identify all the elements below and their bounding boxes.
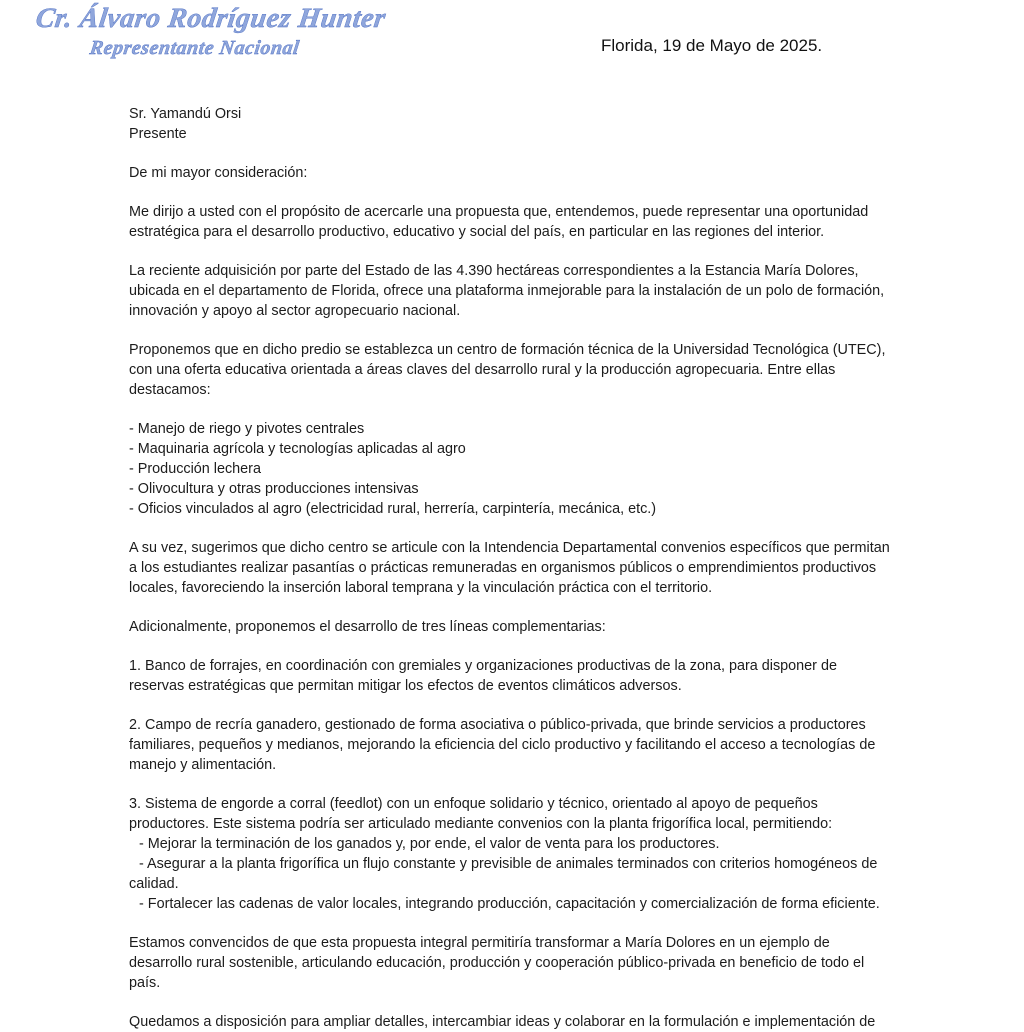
text-line: ubicada en el departamento de Florida, ofrece una plataforma inmejorable para la instalación de un polo de formación,	[129, 283, 885, 299]
list-item: - Oficios vinculados al agro (electricidad rural, herrería, carpintería, mecánica, etc.)	[129, 501, 657, 517]
proposal-item-1	[129, 656, 899, 696]
salutation: De mi mayor consideración:	[129, 165, 308, 181]
list-item: - Asegurar a la planta frigorífica un flujo constante y previsible de animales terminados con criterios homogéneos de	[139, 856, 878, 872]
paragraph-utec	[129, 340, 899, 400]
list-item: - Producción lechera	[129, 461, 261, 477]
text-line: locales, favoreciendo la inserción laboral temprana y la vinculación práctica con el territorio.	[129, 580, 713, 596]
letterhead	[33, 2, 388, 60]
list-item: - Manejo de riego y pivotes centrales	[129, 421, 365, 437]
letterhead-name: Cr. Álvaro Rodríguez Hunter	[33, 3, 388, 34]
text-line: estratégica para el desarrollo productivo, educativo y social del país, en particular en las regiones del interior.	[129, 224, 825, 240]
paragraph-acquisition	[129, 261, 899, 321]
recipient-name: Sr. Yamandú Orsi	[129, 106, 242, 122]
text-line: 3. Sistema de engorde a corral (feedlot) con un enfoque solidario y técnico, orientado al apoyo de pequeños	[129, 796, 818, 812]
proposal-item-3	[129, 794, 899, 914]
text-line: calidad.	[129, 876, 179, 892]
text-line: con una oferta educativa orientada a áreas claves del desarrollo rural y la producción agropecuaria. Entre ellas	[129, 362, 836, 378]
list-item: - Olivocultura y otras producciones intensivas	[129, 481, 419, 497]
text-line: destacamos:	[129, 382, 211, 398]
text-line: Adicionalmente, proponemos el desarrollo de tres líneas complementarias:	[129, 619, 606, 635]
text-line: innovación y apoyo al sector agropecuario nacional.	[129, 303, 461, 319]
recipient-line: Presente	[129, 126, 187, 142]
course-list	[129, 419, 899, 519]
paragraph-internships	[129, 538, 899, 598]
text-line: Me dirijo a usted con el propósito de acercarle una propuesta que, entendemos, puede representar una oportunidad	[129, 204, 869, 220]
list-item: - Mejorar la terminación de los ganados y, por ende, el valor de venta para los productores.	[139, 836, 720, 852]
list-item: - Fortalecer las cadenas de valor locales, integrando producción, capacitación y comercialización de forma eficiente.	[139, 896, 880, 912]
text-line: manejo y alimentación.	[129, 757, 277, 773]
text-line: reservas estratégicas que permitan mitigar los efectos de eventos climáticos adversos.	[129, 678, 682, 694]
list-item: - Maquinaria agrícola y tecnologías aplicadas al agro	[129, 441, 466, 457]
text-line: Quedamos a disposición para ampliar detalles, intercambiar ideas y colaborar en la formulación e implementación de	[129, 1014, 876, 1030]
text-line: familiares, pequeños y medianos, mejorando la eficiencia del ciclo productivo y facilitando el acceso a tecnologías de	[129, 737, 876, 753]
paragraph-lines-intro	[129, 617, 899, 637]
text-line: A su vez, sugerimos que dicho centro se articule con la Intendencia Departamental convenios específicos que permitan	[129, 540, 890, 556]
text-line: 2. Campo de recría ganadero, gestionado de forma asociativa o público-privada, que brinde servicios a productores	[129, 717, 866, 733]
text-line: La reciente adquisición por parte del Estado de las 4.390 hectáreas correspondientes a la Estancia María Dolores,	[129, 263, 859, 279]
paragraph-closing	[129, 1012, 899, 1032]
text-line: productores. Este sistema podría ser articulado mediante convenios con la planta frigorífica local, permitiendo:	[129, 816, 833, 832]
text-line: Proponemos que en dicho predio se establezca un centro de formación técnica de la Universidad Tecnológica (UTEC),	[129, 342, 886, 358]
letter-body	[129, 104, 899, 1032]
letter-date: Florida, 19 de Mayo de 2025.	[601, 36, 823, 55]
paragraph-conviction	[129, 933, 899, 993]
text-line: a los estudiantes realizar pasantías o prácticas remuneradas en organismos públicos o emprendimientos productivos	[129, 560, 877, 576]
text-line: Estamos convencidos de que esta propuesta integral permitiría transformar a María Dolores en un ejemplo de	[129, 935, 830, 951]
text-line: desarrollo rural sostenible, articulando educación, producción y cooperación público-privada en beneficio de todo el	[129, 955, 865, 971]
proposal-item-2	[129, 715, 899, 775]
text-line: 1. Banco de forrajes, en coordinación con gremiales y organizaciones productivas de la zona, para disponer de	[129, 658, 837, 674]
text-line: país.	[129, 975, 161, 991]
paragraph-intro	[129, 202, 899, 242]
letterhead-role: Representante Nacional	[88, 37, 301, 59]
